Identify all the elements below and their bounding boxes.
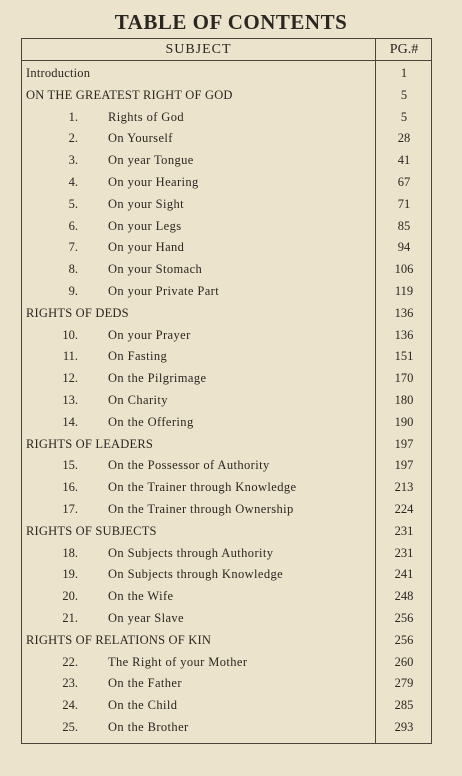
chapter-title: On your Private Part [108, 283, 220, 298]
table-row [22, 325, 431, 347]
chapter-number: 20. [62, 589, 78, 604]
chapter-number: 2. [68, 131, 78, 146]
page-number: 293 [394, 719, 414, 734]
page-number: 136 [394, 305, 414, 320]
page-number: 197 [394, 436, 414, 451]
section-row [22, 85, 431, 107]
chapter-number: 12. [62, 371, 78, 386]
chapter-title: Rights of God [108, 109, 185, 124]
page-number: 213 [394, 480, 414, 495]
chapter-title: On your Hand [108, 240, 185, 255]
chapter-title: On Charity [108, 392, 168, 407]
table-row [22, 259, 431, 281]
page-number: 224 [394, 501, 414, 516]
section-title: ON THE GREATEST RIGHT OF GOD [26, 87, 233, 102]
chapter-title: On Fasting [108, 349, 168, 364]
table-row [22, 368, 431, 390]
chapter-title: On Subjects through Authority [108, 545, 274, 560]
chapter-title: On the Pilgrimage [108, 371, 207, 386]
table-row [22, 717, 431, 739]
page-number: 106 [394, 262, 414, 277]
table-row [22, 281, 431, 303]
table-row [22, 652, 431, 674]
section-title: RIGHTS OF RELATIONS OF KIN [26, 632, 212, 647]
section-row [22, 434, 431, 456]
chapter-title: On your Prayer [108, 327, 191, 342]
page-number: 67 [397, 174, 411, 189]
chapter-title: On the Child [108, 698, 178, 713]
page-number: 5 [400, 87, 408, 102]
page-number: 1 [400, 66, 408, 80]
chapter-title: On the Trainer through Knowledge [108, 480, 297, 495]
page-number: 197 [394, 458, 414, 473]
table-row [22, 455, 431, 477]
chapter-title: On year Slave [108, 610, 185, 625]
page-number: 248 [394, 589, 414, 604]
table-row [22, 543, 431, 565]
chapter-number: 5. [68, 196, 78, 211]
chapter-number: 3. [68, 153, 78, 168]
section-title: Introduction [26, 66, 91, 80]
chapter-number: 21. [62, 610, 78, 625]
page-number: 151 [394, 349, 414, 364]
chapter-number: 19. [62, 567, 78, 582]
section-title: RIGHTS OF SUBJECTS [26, 523, 157, 538]
table-header [22, 39, 431, 61]
section-row [22, 521, 431, 543]
chapter-number: 22. [62, 654, 78, 669]
section-row [22, 303, 431, 325]
page-title: TABLE OF CONTENTS [114, 10, 348, 34]
table-row [22, 564, 431, 586]
chapter-number: 7. [68, 240, 78, 255]
page-number: 241 [394, 567, 414, 582]
chapter-number: 15. [62, 458, 78, 473]
table-row [22, 346, 431, 368]
chapter-number: 9. [68, 283, 78, 298]
chapter-number: 11. [62, 349, 78, 364]
chapter-title: On the Possessor of Authority [108, 458, 270, 473]
table-body [22, 63, 431, 739]
page-number: 256 [394, 610, 414, 625]
page-number: 256 [394, 632, 414, 647]
subject-column-header: SUBJECT [165, 42, 232, 57]
table-row [22, 128, 431, 150]
table-row [22, 673, 431, 695]
table-row [22, 150, 431, 172]
section-row [22, 63, 431, 85]
chapter-title: On the Offering [108, 414, 194, 429]
chapter-number: 18. [62, 545, 78, 560]
chapter-title: On your Hearing [108, 174, 199, 189]
page-number: 94 [397, 240, 411, 255]
page-number: 85 [397, 218, 411, 233]
chapter-title: On the Brother [108, 719, 189, 734]
page-number: 279 [394, 676, 414, 691]
page-number: 119 [394, 283, 414, 298]
page-number: 170 [394, 371, 414, 386]
table-row [22, 608, 431, 630]
chapter-title: On your Stomach [108, 262, 203, 277]
chapter-number: 8. [68, 262, 78, 277]
chapter-title: On year Tongue [108, 153, 194, 168]
chapter-number: 13. [62, 392, 78, 407]
chapter-number: 6. [68, 218, 78, 233]
page-column-header: PG.# [389, 42, 419, 57]
table-row [22, 237, 431, 259]
chapter-number: 1. [68, 109, 78, 124]
table-row [22, 194, 431, 216]
chapter-number: 25. [62, 719, 78, 734]
chapter-title: On your Legs [108, 218, 182, 233]
chapter-title: On Subjects through Knowledge [108, 567, 284, 582]
chapter-number: 23. [62, 676, 78, 691]
chapter-title: On the Trainer through Ownership [108, 501, 294, 516]
chapter-title: On the Father [108, 676, 182, 691]
page-number: 231 [394, 523, 414, 538]
section-title: RIGHTS OF LEADERS [26, 436, 154, 451]
chapter-number: 10. [62, 327, 78, 342]
table-row [22, 499, 431, 521]
page-number: 41 [397, 153, 411, 168]
section-row [22, 630, 431, 652]
section-title: RIGHTS OF DEDS [26, 305, 129, 320]
page-number: 180 [394, 392, 414, 407]
page-number: 260 [394, 654, 414, 669]
table-row [22, 172, 431, 194]
page-number: 285 [394, 698, 414, 713]
chapter-title: On Yourself [108, 131, 173, 146]
chapter-title: On your Sight [108, 196, 185, 211]
table-row [22, 412, 431, 434]
page-number: 136 [394, 327, 414, 342]
chapter-number: 16. [62, 480, 78, 495]
page-number: 71 [397, 196, 411, 211]
page-number: 5 [400, 109, 408, 124]
page-number: 28 [397, 131, 411, 146]
table-row [22, 390, 431, 412]
table-row [22, 107, 431, 129]
page-number: 190 [394, 414, 414, 429]
chapter-number: 17. [62, 501, 78, 516]
chapter-number: 24. [62, 698, 78, 713]
chapter-number: 14. [62, 414, 78, 429]
table-row [22, 695, 431, 717]
table-row [22, 216, 431, 238]
chapter-number: 4. [68, 174, 78, 189]
table-row [22, 586, 431, 608]
table-row [22, 477, 431, 499]
page-number: 231 [394, 545, 414, 560]
chapter-title: The Right of your Mother [108, 654, 248, 669]
chapter-title: On the Wife [108, 589, 174, 604]
contents-table [21, 38, 432, 744]
